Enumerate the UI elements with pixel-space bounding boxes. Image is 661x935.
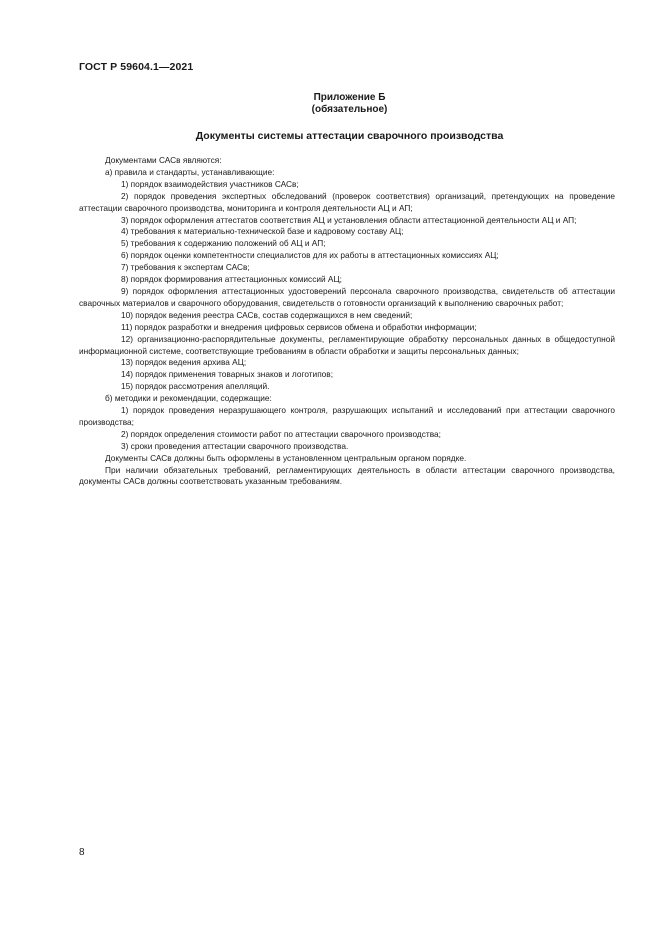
body-text bbox=[79, 155, 615, 488]
paragraph: 9) порядок оформления аттестационных удостоверений персонала сварочного производства, свидетельств об аттестации сварочных материалов и сварочного оборудования, свидетельств о готовности организаций к выполнению сварочных работ; bbox=[79, 285, 615, 308]
page-number: 8 bbox=[79, 847, 85, 858]
paragraph: 7) требования к экспертам САСв; bbox=[121, 262, 250, 273]
appendix-heading bbox=[0, 92, 661, 116]
paragraph: 6) порядок оценки компетентности специалистов для их работы в аттестационных комиссиях АЦ; bbox=[121, 250, 499, 261]
paragraph: 2) порядок проведения экспертных обследований (проверок соответствия) организаций, претендующих на проведение аттестации сварочного производства, мониторинга и контроля деятельности АЦ и АП; bbox=[79, 190, 615, 213]
paragraph: 11) порядок разработки и внедрения цифровых сервисов обмена и обработки информации; bbox=[121, 321, 477, 332]
paragraph: 3) сроки проведения аттестации сварочного производства. bbox=[121, 440, 349, 451]
document-code: ГОСТ Р 59604.1—2021 bbox=[79, 61, 194, 73]
paragraph: Документами САСв являются: bbox=[105, 155, 222, 165]
paragraph: 12) организационно-распорядительные документы, регламентирующие обработку персональных данных в общедоступной информационной системе, соответствующие требованиям в области обработки и защиты персональных данных; bbox=[79, 333, 615, 356]
paragraph: 1) порядок взаимодействия участников САСв; bbox=[121, 178, 299, 189]
paragraph: а) правила и стандарты, устанавливающие: bbox=[105, 166, 275, 177]
paragraph: 3) порядок оформления аттестатов соответствия АЦ и установления области аттестационной деятельности АЦ и АП; bbox=[121, 214, 577, 225]
appendix-title: Документы системы аттестации сварочного производства bbox=[195, 130, 504, 142]
appendix-status: (обязательное) bbox=[311, 104, 388, 115]
paragraph: 13) порядок ведения архива АЦ; bbox=[121, 357, 247, 368]
paragraph: 10) порядок ведения реестра САСв, состав содержащихся в нем сведений; bbox=[121, 309, 413, 320]
paragraph: 5) требования к содержанию положений об АЦ и АП; bbox=[121, 238, 326, 249]
paragraph: 8) порядок формирования аттестационных комиссий АЦ; bbox=[121, 274, 342, 285]
paragraph: 4) требования к материально-технической базе и кадровому составу АЦ; bbox=[121, 226, 404, 237]
paragraph: 14) порядок применения товарных знаков и логотипов; bbox=[121, 369, 334, 380]
paragraph: 2) порядок определения стоимости работ по аттестации сварочного производства; bbox=[121, 428, 441, 439]
appendix-label: Приложение Б bbox=[313, 92, 386, 103]
paragraph: Документы САСв должны быть оформлены в установленном центральным органом порядке. bbox=[105, 452, 467, 463]
paragraph: б) методики и рекомендации, содержащие: bbox=[105, 393, 272, 404]
paragraph: При наличии обязательных требований, регламентирующих деятельность в области аттестации сварочного производства, документы САСв должны соответствовать указанным требованиям. bbox=[79, 464, 615, 487]
paragraph: 1) порядок проведения неразрушающего контроля, разрушающих испытаний и исследований при аттестации сварочного производства; bbox=[79, 405, 615, 427]
paragraph: 15) порядок рассмотрения апелляций. bbox=[121, 381, 270, 392]
